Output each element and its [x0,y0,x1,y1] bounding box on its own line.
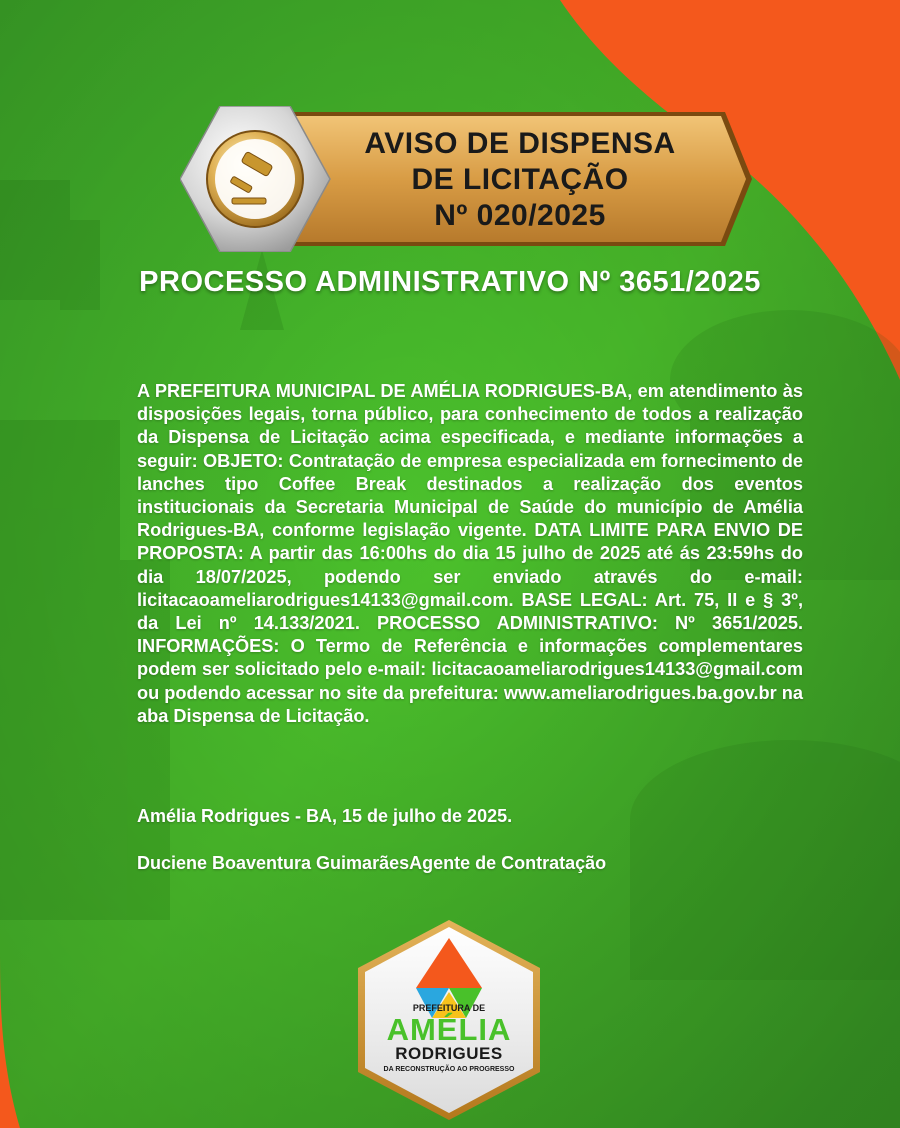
notice-title-line2: DE LICITAÇÃO [411,163,629,196]
notice-title [300,126,740,234]
notice-body-text: A PREFEITURA MUNICIPAL DE AMÉLIA RODRIGUES-BA, em atendimento às disposições legais, torna público, para conhecimento de todos a realização da Dispensa de Licitação acima especificada, e mediante informações a seguir: OBJETO: Contratação de empresa especializada em fornecimento de lanches tipo Coffee Break destinados a realização dos eventos institucionais da Secretaria Municipal de Saúde do município de Amélia Rodrigues-BA, conforme legislação vigente. DATA LIMITE PARA ENVIO DE PROPOSTA: A partir das 16:00hs do dia 15 julho de 2025 até ás 23:59hs do dia 18/07/2025, podendo ser enviado através do e-mail: licitacaoameliarodrigues14133@gmail.com. BASE LEGAL: Art. 75, II e § 3º, da Lei nº 14.133/2021. PROCESSO ADMINISTRATIVO: Nº 3651/2025. INFORMAÇÕES: O Termo de Referência e informações complementares podem ser solicitado pelo e-mail: licitacaoameliarodrigues14133@gmail.com ou podendo acessar no site da prefeitura: www.ameliarodrigues.ba.gov.br na aba Dispensa de Licitação. [137,381,804,726]
logo-slogan: DA RECONSTRUÇÃO AO PROGRESSO [383,1066,515,1073]
signature: Duciene Boaventura GuimarãesAgente de Contratação [137,853,607,873]
logo-line3: RODRIGUES [395,1044,503,1063]
notice-number: Nº 020/2025 [434,199,606,232]
logo-line2: AMÉLIA [386,1012,512,1047]
place-date: Amélia Rodrigues - BA, 15 de julho de 2025. [137,806,513,826]
notice-title-line1: AVISO DE DISPENSA [364,127,676,160]
notice-body [137,380,803,728]
process-title: PROCESSO ADMINISTRATIVO Nº 3651/2025 [139,266,761,298]
logo-line1: PREFEITURA DE [412,1003,486,1013]
